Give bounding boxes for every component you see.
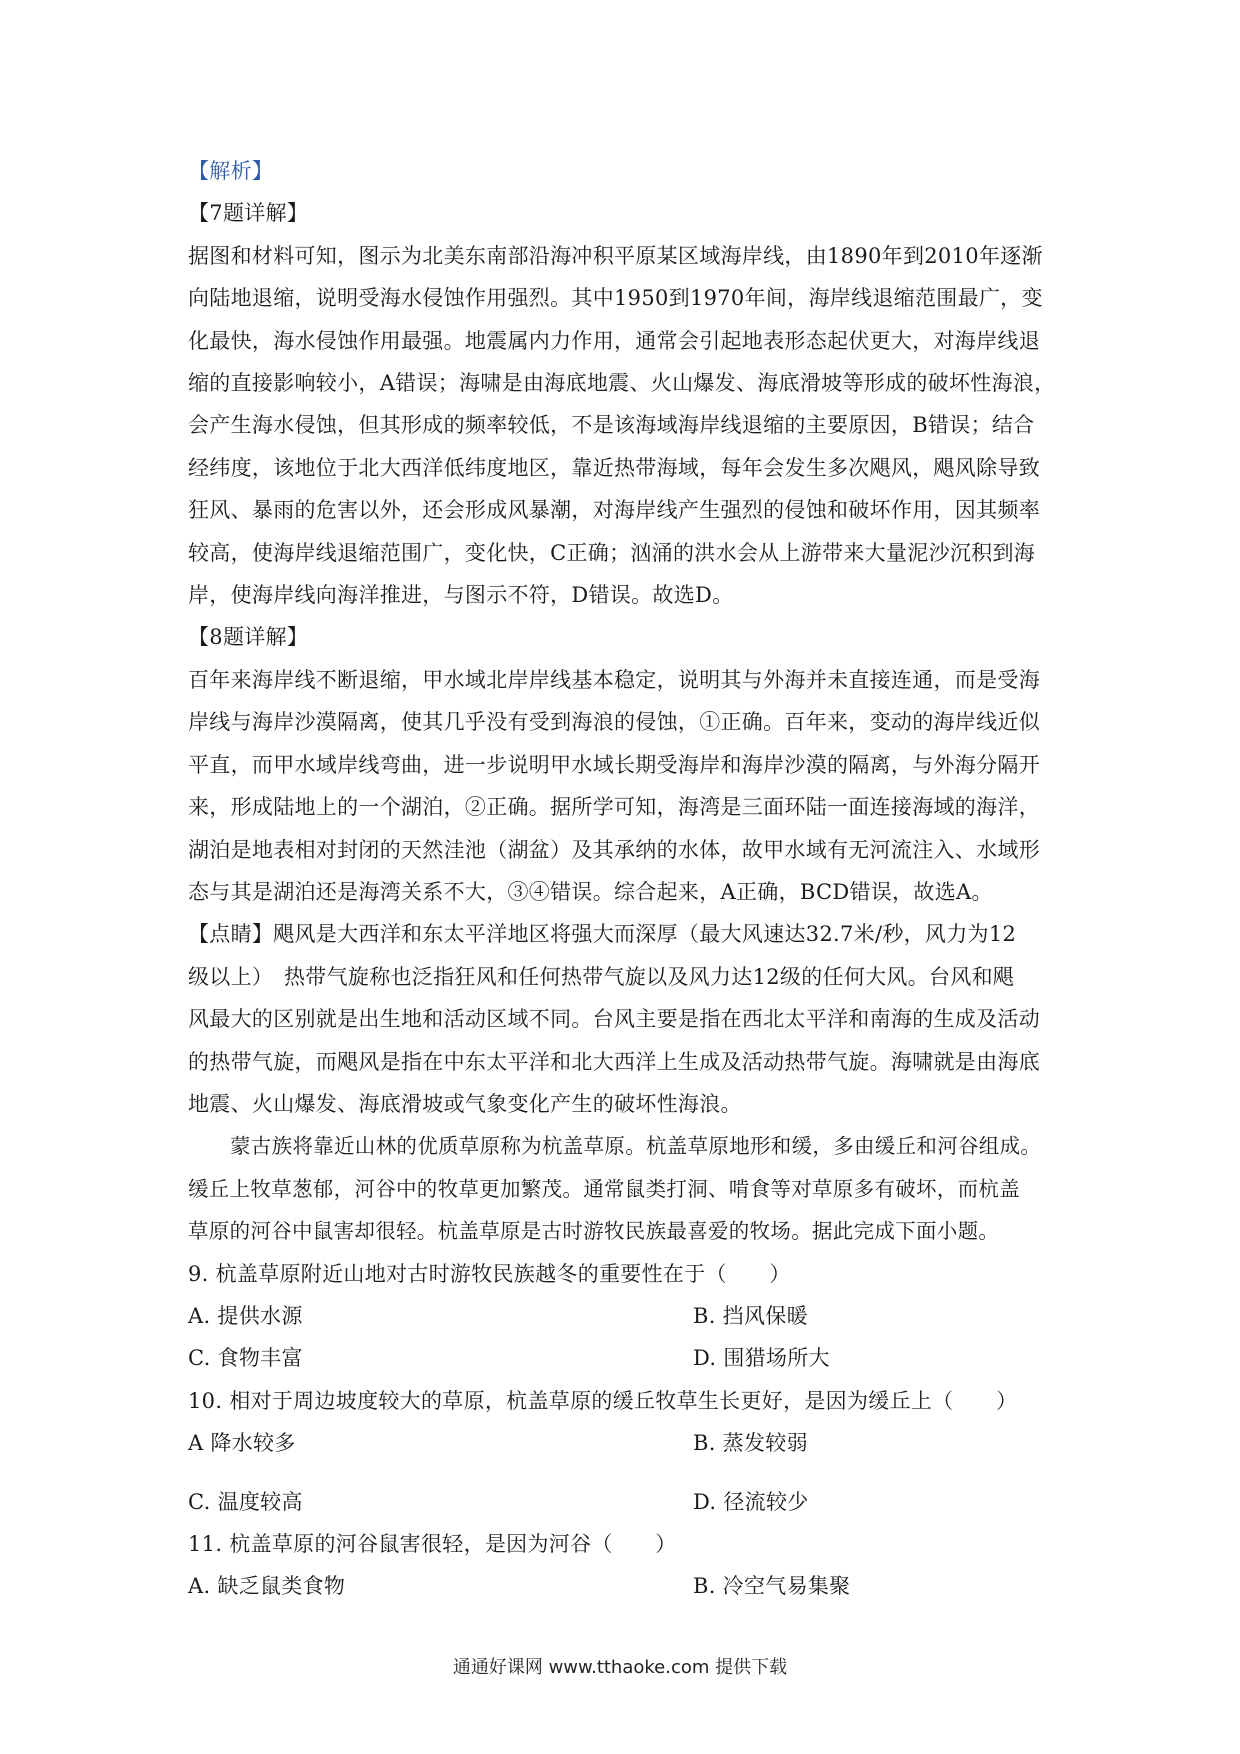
text-line: 化最快，海水侵蚀作用最强。地震属内力作用，通常会引起地表形态起伏更大，对海岸线退 [188,328,1040,353]
question-11 [188,1523,1058,1608]
analysis-heading: 【解析】 [188,159,274,183]
text-line: 草原的河谷中鼠害却很轻。杭盖草原是古时游牧民族最喜爱的牧场。据此完成下面小题。 [188,1219,1000,1244]
option-row [188,1481,1058,1523]
option-a: A. 缺乏鼠类食物 [188,1574,346,1599]
question-stem: 10. 相对于周边坡度较大的草原，杭盖草原的缓丘牧草生长更好，是因为缓丘上（ ） [188,1388,1018,1413]
text-line: 据图和材料可知，图示为北美东南部沿海冲积平原某区域海岸线，由1890年到2010年逐渐 [188,243,1043,268]
reading-passage [188,1125,1058,1252]
option-row [188,1422,1058,1464]
spacer [188,1465,1058,1481]
q7-heading: 【7题详解】 [188,201,309,226]
text-line: 向陆地退缩，说明受海水侵蚀作用强烈。其中1950到1970年间，海岸线退缩范围最广，变 [188,286,1043,311]
text-line: 经纬度，该地位于北大西洋低纬度地区，靠近热带海域，每年会发生多次飓风，飓风除导致 [188,455,1040,480]
text-line: 会产生海水侵蚀，但其形成的频率较低，不是该海域海岸线退缩的主要原因，B错误；结合 [188,413,1035,438]
text-line: 的热带气旋，而飓风是指在中东太平洋和北大西洋上生成及活动热带气旋。海啸就是由海底 [188,1049,1040,1074]
text-line: 级以上） 热带气旋称也泛指狂风和任何热带气旋以及风力达12级的任何大风。台风和飓 [188,964,1015,989]
text-line: 湖泊是地表相对封闭的天然洼池（湖盆）及其承纳的水体，故甲水域有无河流注入、水域形 [188,837,1040,862]
text-line: 平直，而甲水域岸线弯曲，进一步说明甲水域长期受海岸和海岸沙漠的隔离，与外海分隔开 [188,752,1040,777]
option-a: A 降水较多 [188,1431,296,1456]
page-footer: 通通好课网 www.tthaoke.com 提供下载 [452,1657,788,1678]
option-row [188,1295,1058,1337]
option-d: D. 径流较少 [693,1489,809,1514]
text-line: 缓丘上牧草葱郁，河谷中的牧草更加繁茂。通常鼠类打洞、啃食等对草原多有破坏，而杭盖 [188,1176,1020,1201]
option-c: C. 温度较高 [188,1489,303,1514]
text-line: 缩的直接影响较小，A错误；海啸是由海底地震、火山爆发、海底滑坡等形成的破坏性海浪， [188,371,1056,396]
text-line: 风最大的区别就是出生地和活动区域不同。台风主要是指在西北太平洋和南海的生成及活动 [188,1007,1040,1032]
text-line: 态与其是湖泊还是海湾关系不大，③④错误。综合起来，A正确，BCD错误，故选A。 [188,879,993,904]
question-stem: 11. 杭盖草原的河谷鼠害很轻，是因为河谷（ ） [188,1532,677,1556]
text-line: 较高，使海岸线退缩范围广，变化快，C正确；汹涌的洪水会从上游带来大量泥沙沉积到海 [188,540,1036,565]
text-line: 狂风、暴雨的危害以外，还会形成风暴潮，对海岸线产生强烈的侵蚀和破坏作用，因其频率 [188,498,1040,523]
option-row [188,1565,1058,1607]
option-a: A. 提供水源 [188,1303,303,1328]
document-body [188,150,1058,1608]
text-line: 百年来海岸线不断退缩，甲水域北岸岸线基本稳定，说明其与外海并未直接连通，而是受海 [188,667,1040,692]
option-b: B. 蒸发较弱 [693,1431,808,1456]
option-b: B. 冷空气易集聚 [693,1574,851,1599]
text-line: 岸线与海岸沙漠隔离，使其几乎没有受到海浪的侵蚀，①正确。百年来，变动的海岸线近似 [188,710,1040,735]
option-b: B. 挡风保暖 [693,1303,808,1328]
key-point-heading: 【点睛】 [188,922,274,947]
key-point-note [188,913,1058,1125]
question-stem: 9. 杭盖草原附近山地对古时游牧民族越冬的重要性在于（ ） [188,1261,791,1286]
q8-heading: 【8题详解】 [188,625,309,650]
option-c: C. 食物丰富 [188,1346,303,1371]
option-d: D. 围猎场所大 [693,1346,830,1371]
q7-explanation [188,235,1058,617]
q8-explanation [188,659,1058,913]
text-line: 岸，使海岸线向海洋推进，与图示不符，D错误。故选D。 [188,583,734,608]
question-10 [188,1380,1058,1523]
question-9 [188,1253,1058,1380]
text-line: 蒙古族将靠近山林的优质草原称为杭盖草原。杭盖草原地形和缓，多由缓丘和河谷组成。 [230,1134,1042,1159]
text-line: 来，形成陆地上的一个湖泊，②正确。据所学可知，海湾是三面环陆一面连接海域的海洋， [188,795,1040,820]
key-point-first-line: 飓风是大西洋和东太平洋地区将强大而深厚（最大风速达32.7米/秒，风力为12 [273,922,1017,947]
option-row [188,1337,1058,1379]
text-line [188,913,1058,955]
text-line: 地震、火山爆发、海底滑坡或气象变化产生的破坏性海浪。 [188,1091,742,1116]
